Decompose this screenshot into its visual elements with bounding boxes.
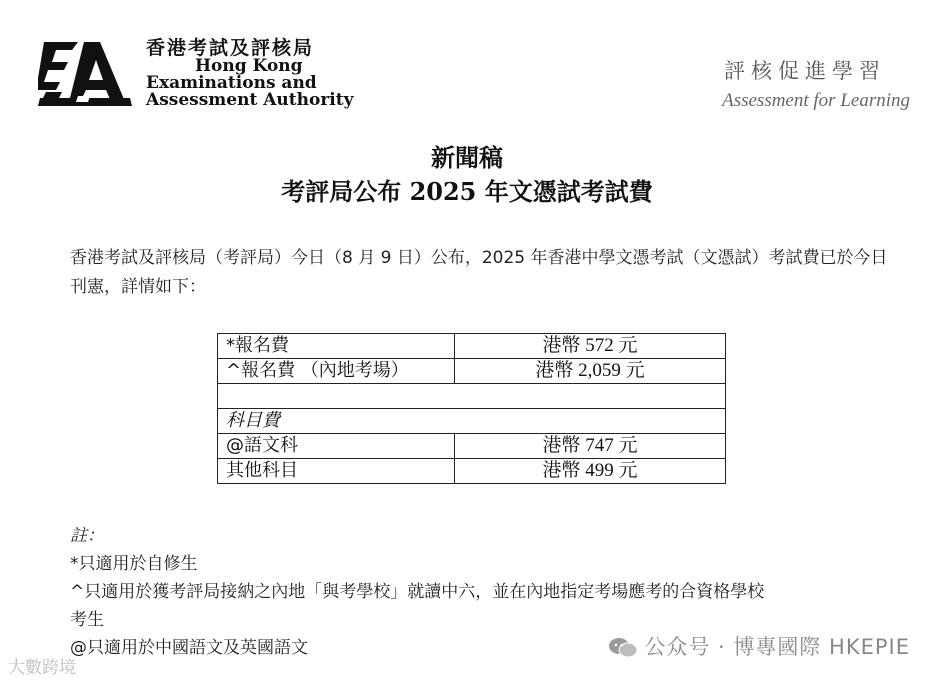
hkeaa-logo [38, 36, 132, 110]
table-section-row [218, 409, 726, 434]
org-name-en-line3: Assessment Authority [146, 90, 354, 110]
fee-table [217, 333, 726, 484]
note-item: @只適用於中國語文及英國語文 [70, 638, 308, 658]
press-release-heading: 新聞稿 [431, 143, 503, 172]
intro-paragraph: 香港考試及評核局（考評局）今日（8 月 9 日）公布，2025 年香港中學文憑考試（文憑試）考試費已於今日刊憲，詳情如下： [70, 248, 888, 297]
fee-item: *報名費 [218, 334, 455, 359]
blank-cell [218, 384, 726, 409]
subject-fee-section-label: 科目費 [218, 409, 726, 434]
note-item-continued: 考生 [70, 610, 104, 630]
fee-amount: 港幣 747 元 [455, 434, 726, 459]
fee-item: ^報名費 （內地考場） [218, 359, 455, 384]
wechat-watermark-text: 公众号 · 博專國際 HKEPIE [644, 635, 910, 659]
wechat-icon [608, 637, 638, 659]
note-item: *只適用於自修生 [70, 554, 198, 574]
tagline-en: Assessment for Learning [722, 90, 910, 111]
notes-heading: 註： [70, 526, 104, 546]
corner-watermark: 大數跨境 [8, 658, 76, 678]
fee-amount: 港幣 572 元 [455, 334, 726, 359]
org-name-en-line1: Hong Kong [195, 56, 303, 76]
fee-amount: 港幣 2,059 元 [455, 359, 726, 384]
table-row [218, 334, 726, 359]
table-row [218, 459, 726, 484]
table-row-blank [218, 384, 726, 409]
fee-item: 其他科目 [218, 459, 455, 484]
org-name-en-line2: Examinations and [146, 73, 317, 93]
tagline-cn: 評核促進學習 [724, 59, 886, 83]
table-row [218, 434, 726, 459]
note-item: ^只適用於獲考評局接納之內地「與考學校」就讀中六，並在內地指定考場應考的合資格學校 [70, 582, 765, 602]
fee-item: @語文科 [218, 434, 455, 459]
press-release-title: 考評局公布 2025 年文憑試考試費 [281, 177, 653, 206]
fee-amount: 港幣 499 元 [455, 459, 726, 484]
org-name-cn: 香港考試及評核局 [146, 37, 315, 59]
table-row [218, 359, 726, 384]
wechat-watermark [608, 631, 910, 661]
